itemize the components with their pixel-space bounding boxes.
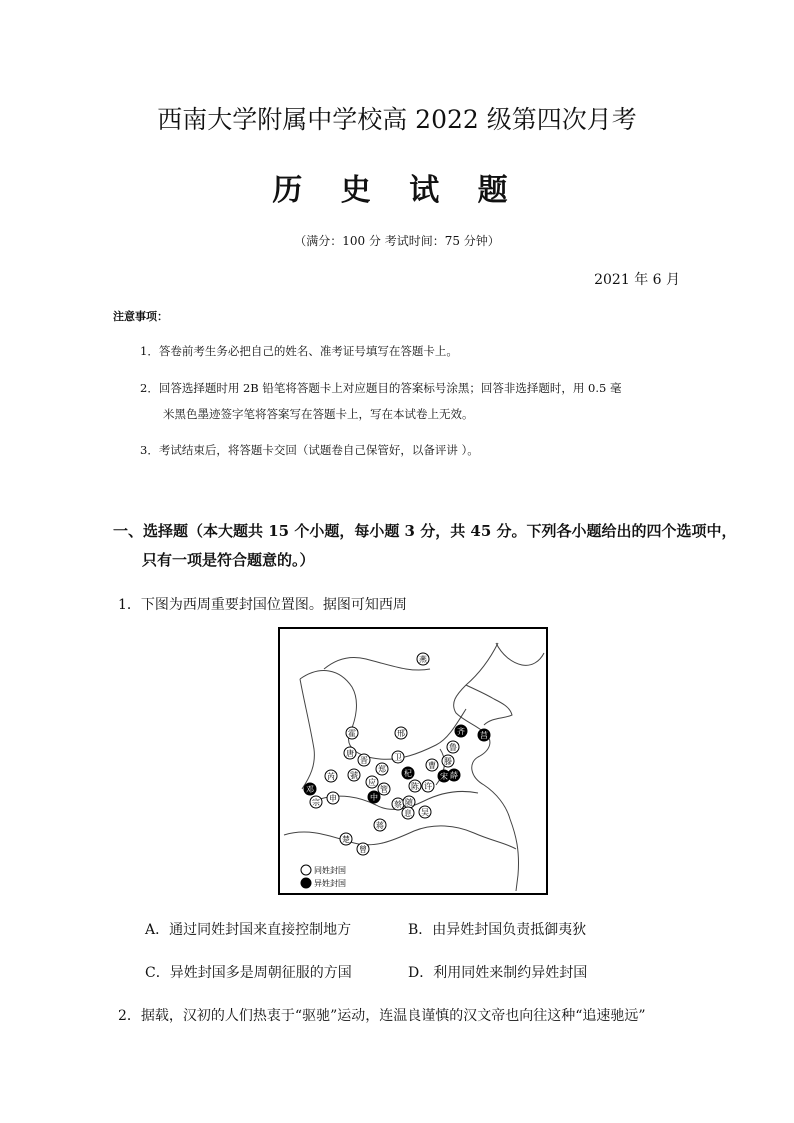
state-label-yan: 燕 — [419, 655, 427, 664]
state-label-qi2: 杞 — [404, 769, 412, 778]
state-label-shen: 申 — [329, 794, 337, 803]
state-label-chen: 陈 — [411, 782, 419, 791]
subject-title: 历 史 试 题 — [272, 173, 522, 208]
western-zhou-map — [278, 627, 548, 895]
state-markers — [304, 653, 490, 855]
option-a: A．通过同姓封国来直接控制地方 — [145, 922, 352, 938]
legend-diff-marker — [301, 878, 311, 888]
state-label-xing: 邢 — [397, 729, 405, 738]
option-d: D．利用同姓来制约异姓封国 — [408, 965, 588, 981]
state-label-wu: 吴 — [421, 808, 429, 817]
notice-heading: 注意事项： — [113, 310, 168, 323]
peninsula-outline — [466, 685, 512, 725]
state-label-deng: 邓 — [306, 785, 314, 794]
yellow-river — [300, 671, 466, 760]
school-title: 西南大学附属中学校高 2022 级第四次月考 — [157, 105, 637, 134]
coastline — [454, 643, 519, 891]
exam-date: 2021 年 6 月 — [594, 272, 680, 288]
legend-diff-label: 异姓封国 — [314, 879, 346, 888]
score-time-line: （满分：100 分 考试时间：75 分钟） — [294, 234, 500, 248]
legend-same-label: 同姓封国 — [314, 866, 346, 875]
option-b: B．由异姓封国负责抵御夷狄 — [408, 922, 587, 938]
state-label-qi: 齐 — [457, 727, 465, 736]
state-label-jiang: 蒋 — [376, 821, 384, 830]
state-label-cao: 曹 — [428, 761, 436, 770]
liaodong-outline — [496, 643, 544, 665]
yangtze-river — [284, 826, 516, 849]
map-legend — [301, 865, 346, 888]
state-label-zong: 宗 — [312, 798, 320, 807]
state-label-xi: 息 — [404, 809, 412, 818]
state-label-song: 宋 — [440, 772, 448, 781]
state-label-guo: 虢 — [350, 771, 358, 780]
notice-item-2: 2．回答选择题时用 2B 铅笔将答题卡上对应题目的答案标号涂黑；回答非选择题时，用 0.5 毫 — [140, 381, 622, 395]
state-label-xue: 薛 — [450, 771, 458, 780]
state-label-tang: 唐 — [346, 749, 354, 758]
state-label-huo: 霍 — [348, 729, 356, 738]
state-label-guan: 管 — [380, 785, 388, 794]
state-label-zheng: 郑 — [378, 765, 386, 774]
section-heading: 一、选择题（本大题共 15 个小题，每小题 3 分，共 45 分。下列各小题给出的四个选项中， — [113, 522, 737, 540]
notice-item-1: 1．答卷前考生务必把自己的姓名、准考证号填写在答题卡上。 — [140, 344, 458, 358]
map-figure — [280, 629, 546, 893]
state-label-lu: 鲁 — [449, 743, 457, 752]
state-label-sui: 随 — [405, 798, 413, 807]
state-label-xu: 许 — [424, 782, 432, 791]
question-1-stem: 1．下图为西周重要封国位置图。据图可知西周 — [118, 597, 407, 613]
state-label-zhong: 中 — [370, 793, 378, 802]
state-label-rui: 芮 — [327, 772, 335, 781]
state-label-teng: 滕 — [444, 757, 452, 766]
notice-item-2-continued: 米黑色墨迹签字笔将答案写在答题卡上，写在本试卷上无效。 — [163, 407, 474, 421]
option-c: C．异姓封国多是周朝征服的方国 — [145, 965, 352, 981]
state-label-chu: 楚 — [342, 835, 350, 844]
legend-same-marker — [301, 865, 311, 875]
section-heading-continued: 只有一项是符合题意的。） — [142, 551, 315, 569]
north-boundary — [324, 657, 430, 670]
map-outlines — [284, 643, 544, 891]
state-label-jin: 晋 — [360, 756, 368, 765]
state-label-cai: 蔡 — [394, 800, 402, 809]
state-label-ying: 应 — [368, 778, 376, 787]
notice-item-3: 3．考试结束后，将答题卡交回（试题卷自己保管好，以备评讲 ）。 — [140, 443, 479, 457]
state-label-wei: 卫 — [394, 753, 402, 762]
question-2-stem: 2．据载，汉初的人们热衷于“驱驰”运动，连温良谨慎的汉文帝也向往这种“追速驰远” — [118, 1008, 646, 1024]
state-label-zeng: 曾 — [359, 845, 367, 854]
state-label-ju: 莒 — [480, 731, 488, 740]
river-loop — [300, 679, 314, 789]
